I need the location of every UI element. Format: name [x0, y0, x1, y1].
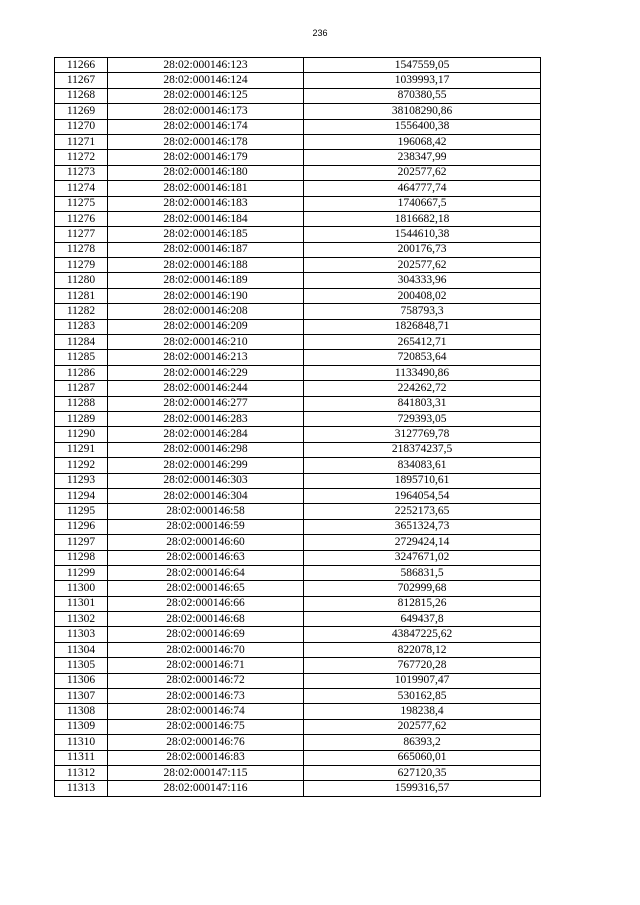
row-number-cell: 11283 — [55, 319, 108, 334]
table-row — [55, 134, 541, 149]
row-number-cell: 11313 — [55, 781, 108, 796]
table-row — [55, 104, 541, 119]
table-row — [55, 350, 541, 365]
row-number-cell: 11306 — [55, 673, 108, 688]
cadastral-number-cell: 28:02:000146:74 — [108, 704, 304, 719]
row-number-cell: 11291 — [55, 442, 108, 457]
cadastral-number-cell: 28:02:000146:75 — [108, 719, 304, 734]
table-row — [55, 689, 541, 704]
row-number-cell: 11274 — [55, 181, 108, 196]
table-row — [55, 211, 541, 226]
row-number-cell: 11282 — [55, 304, 108, 319]
row-number-cell: 11280 — [55, 273, 108, 288]
table-row — [55, 673, 541, 688]
cadastral-value-cell: 265412,71 — [304, 335, 541, 350]
cadastral-value-table — [54, 57, 541, 797]
table-row — [55, 627, 541, 642]
row-number-cell: 11296 — [55, 519, 108, 534]
cadastral-value-cell: 198238,4 — [304, 704, 541, 719]
table-row — [55, 550, 541, 565]
cadastral-number-cell: 28:02:000146:181 — [108, 181, 304, 196]
cadastral-value-cell: 586831,5 — [304, 565, 541, 580]
cadastral-value-cell: 3127769,78 — [304, 427, 541, 442]
table-row — [55, 704, 541, 719]
table-row — [55, 273, 541, 288]
row-number-cell: 11302 — [55, 612, 108, 627]
cadastral-number-cell: 28:02:000146:124 — [108, 73, 304, 88]
cadastral-number-cell: 28:02:000146:60 — [108, 535, 304, 550]
row-number-cell: 11292 — [55, 458, 108, 473]
row-number-cell: 11272 — [55, 150, 108, 165]
cadastral-number-cell: 28:02:000146:184 — [108, 211, 304, 226]
row-number-cell: 11273 — [55, 165, 108, 180]
table-row — [55, 181, 541, 196]
cadastral-number-cell: 28:02:000146:187 — [108, 242, 304, 257]
cadastral-number-cell: 28:02:000146:83 — [108, 750, 304, 765]
cadastral-number-cell: 28:02:000146:210 — [108, 335, 304, 350]
cadastral-value-cell: 202577,62 — [304, 165, 541, 180]
cadastral-number-cell: 28:02:000146:208 — [108, 304, 304, 319]
cadastral-number-cell: 28:02:000146:298 — [108, 442, 304, 457]
table-row — [55, 88, 541, 103]
row-number-cell: 11267 — [55, 73, 108, 88]
cadastral-number-cell: 28:02:000146:179 — [108, 150, 304, 165]
cadastral-value-cell: 812815,26 — [304, 596, 541, 611]
cadastral-value-cell: 841803,31 — [304, 396, 541, 411]
row-number-cell: 11310 — [55, 735, 108, 750]
cadastral-number-cell: 28:02:000146:284 — [108, 427, 304, 442]
cadastral-number-cell: 28:02:000146:299 — [108, 458, 304, 473]
table-row — [55, 73, 541, 88]
row-number-cell: 11297 — [55, 535, 108, 550]
cadastral-number-cell: 28:02:000146:185 — [108, 227, 304, 242]
cadastral-value-cell: 3651324,73 — [304, 519, 541, 534]
cadastral-value-cell: 1544610,38 — [304, 227, 541, 242]
table-row — [55, 242, 541, 257]
cadastral-number-cell: 28:02:000146:283 — [108, 411, 304, 426]
cadastral-value-cell: 702999,68 — [304, 581, 541, 596]
table-row — [55, 565, 541, 580]
row-number-cell: 11308 — [55, 704, 108, 719]
cadastral-value-cell: 1895710,61 — [304, 473, 541, 488]
cadastral-number-cell: 28:02:000146:173 — [108, 104, 304, 119]
cadastral-value-cell: 304333,96 — [304, 273, 541, 288]
cadastral-number-cell: 28:02:000146:123 — [108, 58, 304, 73]
cadastral-value-cell: 2252173,65 — [304, 504, 541, 519]
cadastral-value-cell: 202577,62 — [304, 258, 541, 273]
table-row — [55, 581, 541, 596]
row-number-cell: 11293 — [55, 473, 108, 488]
row-number-cell: 11295 — [55, 504, 108, 519]
cadastral-value-cell: 218374237,5 — [304, 442, 541, 457]
cadastral-value-cell: 649437,8 — [304, 612, 541, 627]
table-row — [55, 488, 541, 503]
table-row — [55, 150, 541, 165]
cadastral-value-cell: 1019907,47 — [304, 673, 541, 688]
table-body — [55, 58, 541, 797]
cadastral-value-cell: 86393,2 — [304, 735, 541, 750]
row-number-cell: 11268 — [55, 88, 108, 103]
row-number-cell: 11286 — [55, 365, 108, 380]
row-number-cell: 11285 — [55, 350, 108, 365]
row-number-cell: 11287 — [55, 381, 108, 396]
table-row — [55, 381, 541, 396]
cadastral-value-cell: 200176,73 — [304, 242, 541, 257]
row-number-cell: 11270 — [55, 119, 108, 134]
cadastral-number-cell: 28:02:000146:69 — [108, 627, 304, 642]
table-row — [55, 612, 541, 627]
cadastral-value-cell: 200408,02 — [304, 288, 541, 303]
row-number-cell: 11284 — [55, 335, 108, 350]
row-number-cell: 11301 — [55, 596, 108, 611]
cadastral-value-cell: 1133490,86 — [304, 365, 541, 380]
table-row — [55, 319, 541, 334]
table-row — [55, 258, 541, 273]
cadastral-value-cell: 464777,74 — [304, 181, 541, 196]
table-row — [55, 596, 541, 611]
row-number-cell: 11269 — [55, 104, 108, 119]
row-number-cell: 11275 — [55, 196, 108, 211]
cadastral-value-cell: 1039993,17 — [304, 73, 541, 88]
table-row — [55, 196, 541, 211]
row-number-cell: 11311 — [55, 750, 108, 765]
cadastral-number-cell: 28:02:000146:178 — [108, 134, 304, 149]
table-row — [55, 781, 541, 796]
row-number-cell: 11288 — [55, 396, 108, 411]
cadastral-value-cell: 1964054,54 — [304, 488, 541, 503]
cadastral-value-cell: 1547559,05 — [304, 58, 541, 73]
cadastral-value-cell: 1826848,71 — [304, 319, 541, 334]
cadastral-value-cell: 1816682,18 — [304, 211, 541, 226]
cadastral-value-cell: 1740667,5 — [304, 196, 541, 211]
cadastral-value-cell: 758793,3 — [304, 304, 541, 319]
cadastral-value-cell: 665060,01 — [304, 750, 541, 765]
cadastral-number-cell: 28:02:000146:65 — [108, 581, 304, 596]
cadastral-number-cell: 28:02:000146:125 — [108, 88, 304, 103]
cadastral-number-cell: 28:02:000146:58 — [108, 504, 304, 519]
cadastral-number-cell: 28:02:000146:174 — [108, 119, 304, 134]
table-row — [55, 735, 541, 750]
cadastral-value-cell: 38108290,86 — [304, 104, 541, 119]
cadastral-number-cell: 28:02:000146:76 — [108, 735, 304, 750]
row-number-cell: 11281 — [55, 288, 108, 303]
table-row — [55, 750, 541, 765]
cadastral-number-cell: 28:02:000146:188 — [108, 258, 304, 273]
row-number-cell: 11271 — [55, 134, 108, 149]
row-number-cell: 11277 — [55, 227, 108, 242]
table-row — [55, 227, 541, 242]
cadastral-value-cell: 43847225,62 — [304, 627, 541, 642]
row-number-cell: 11312 — [55, 765, 108, 780]
cadastral-value-cell: 822078,12 — [304, 642, 541, 657]
table-row — [55, 411, 541, 426]
cadastral-number-cell: 28:02:000147:116 — [108, 781, 304, 796]
cadastral-value-cell: 3247671,02 — [304, 550, 541, 565]
row-number-cell: 11279 — [55, 258, 108, 273]
row-number-cell: 11276 — [55, 211, 108, 226]
table-row — [55, 442, 541, 457]
cadastral-number-cell: 28:02:000146:303 — [108, 473, 304, 488]
row-number-cell: 11290 — [55, 427, 108, 442]
table-row — [55, 119, 541, 134]
row-number-cell: 11298 — [55, 550, 108, 565]
cadastral-value-cell: 870380,55 — [304, 88, 541, 103]
cadastral-value-cell: 720853,64 — [304, 350, 541, 365]
table-row — [55, 365, 541, 380]
table-row — [55, 58, 541, 73]
cadastral-value-cell: 729393,05 — [304, 411, 541, 426]
cadastral-number-cell: 28:02:000147:115 — [108, 765, 304, 780]
cadastral-value-cell: 1599316,57 — [304, 781, 541, 796]
table-row — [55, 335, 541, 350]
table-row — [55, 396, 541, 411]
cadastral-number-cell: 28:02:000146:180 — [108, 165, 304, 180]
cadastral-number-cell: 28:02:000146:72 — [108, 673, 304, 688]
row-number-cell: 11299 — [55, 565, 108, 580]
cadastral-number-cell: 28:02:000146:68 — [108, 612, 304, 627]
table-row — [55, 642, 541, 657]
cadastral-number-cell: 28:02:000146:277 — [108, 396, 304, 411]
table-row — [55, 535, 541, 550]
cadastral-number-cell: 28:02:000146:213 — [108, 350, 304, 365]
row-number-cell: 11266 — [55, 58, 108, 73]
table-row — [55, 165, 541, 180]
table-row — [55, 288, 541, 303]
page-number: 236 — [312, 28, 328, 38]
table-row — [55, 427, 541, 442]
cadastral-number-cell: 28:02:000146:209 — [108, 319, 304, 334]
table-row — [55, 458, 541, 473]
cadastral-number-cell: 28:02:000146:229 — [108, 365, 304, 380]
cadastral-number-cell: 28:02:000146:183 — [108, 196, 304, 211]
cadastral-number-cell: 28:02:000146:66 — [108, 596, 304, 611]
cadastral-number-cell: 28:02:000146:63 — [108, 550, 304, 565]
row-number-cell: 11300 — [55, 581, 108, 596]
row-number-cell: 11294 — [55, 488, 108, 503]
cadastral-number-cell: 28:02:000146:59 — [108, 519, 304, 534]
cadastral-value-cell: 238347,99 — [304, 150, 541, 165]
row-number-cell: 11289 — [55, 411, 108, 426]
cadastral-number-cell: 28:02:000146:244 — [108, 381, 304, 396]
cadastral-value-cell: 2729424,14 — [304, 535, 541, 550]
table-row — [55, 658, 541, 673]
row-number-cell: 11303 — [55, 627, 108, 642]
cadastral-value-cell: 627120,35 — [304, 765, 541, 780]
row-number-cell: 11304 — [55, 642, 108, 657]
row-number-cell: 11305 — [55, 658, 108, 673]
cadastral-value-cell: 767720,28 — [304, 658, 541, 673]
cadastral-value-cell: 224262,72 — [304, 381, 541, 396]
cadastral-value-cell: 202577,62 — [304, 719, 541, 734]
cadastral-value-cell: 196068,42 — [304, 134, 541, 149]
table-row — [55, 719, 541, 734]
table-row — [55, 304, 541, 319]
cadastral-value-cell: 834083,61 — [304, 458, 541, 473]
row-number-cell: 11309 — [55, 719, 108, 734]
cadastral-number-cell: 28:02:000146:73 — [108, 689, 304, 704]
cadastral-value-cell: 1556400,38 — [304, 119, 541, 134]
table-row — [55, 765, 541, 780]
row-number-cell: 11278 — [55, 242, 108, 257]
row-number-cell: 11307 — [55, 689, 108, 704]
cadastral-number-cell: 28:02:000146:70 — [108, 642, 304, 657]
table-row — [55, 519, 541, 534]
cadastral-value-cell: 530162,85 — [304, 689, 541, 704]
cadastral-number-cell: 28:02:000146:189 — [108, 273, 304, 288]
table-row — [55, 504, 541, 519]
table-row — [55, 473, 541, 488]
cadastral-number-cell: 28:02:000146:64 — [108, 565, 304, 580]
cadastral-number-cell: 28:02:000146:304 — [108, 488, 304, 503]
cadastral-number-cell: 28:02:000146:190 — [108, 288, 304, 303]
cadastral-number-cell: 28:02:000146:71 — [108, 658, 304, 673]
